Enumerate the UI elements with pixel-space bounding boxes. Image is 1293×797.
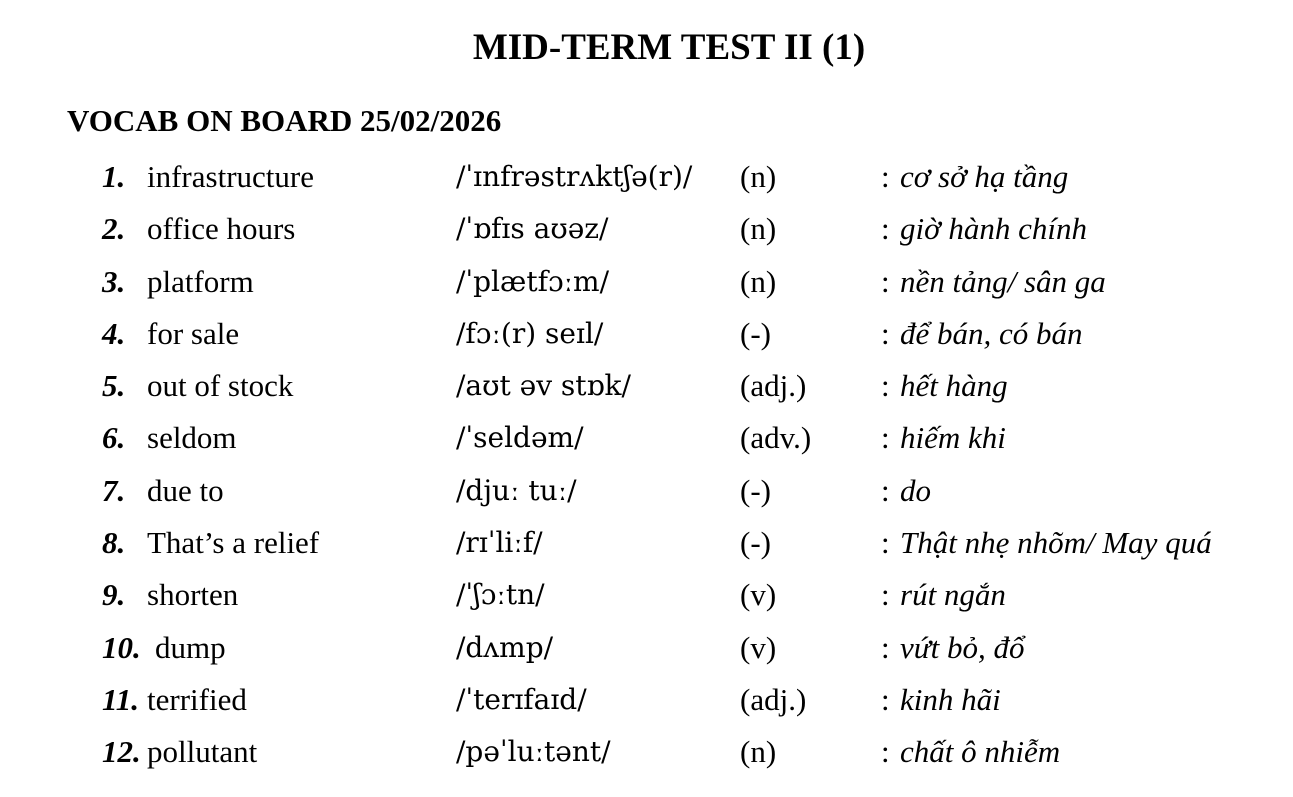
item-separator: : [881,525,890,561]
item-number: 3. [102,263,126,299]
vocab-item [0,730,1293,782]
item-meaning: cơ sở hạ tầng [900,159,1069,194]
item-meaning: giờ hành chính [900,211,1088,247]
vocab-item [0,364,1293,416]
vocab-item [0,678,1293,730]
item-meaning: kinh hãi [900,681,1001,717]
item-word: That’s a relief [147,525,320,561]
item-part-of-speech: (v) [740,629,777,665]
vocab-item [0,626,1293,678]
item-part-of-speech: (n) [740,159,777,194]
item-part-of-speech: (-) [740,525,771,561]
vocab-item [0,312,1293,364]
item-pronunciation: /djuː tuː/ [456,473,577,507]
vocab-item [0,573,1293,625]
item-meaning: chất ô nhiễm [900,734,1061,770]
item-separator: : [881,263,890,299]
item-pronunciation: /aʊt əv stɒk/ [456,369,631,403]
item-word: for sale [147,315,240,351]
item-separator: : [881,159,890,194]
item-separator: : [881,368,890,404]
item-part-of-speech: (n) [740,734,777,770]
item-part-of-speech: (-) [740,315,771,351]
item-meaning: rút ngắn [900,577,1006,613]
item-separator: : [881,472,890,508]
item-part-of-speech: (adj.) [740,368,807,404]
item-word: due to [147,472,224,508]
item-pronunciation: /ˈʃɔːtn/ [456,578,545,612]
item-meaning: nền tảng/ sân ga [900,263,1106,299]
item-number: 11. [102,681,140,717]
vocab-item [0,260,1293,312]
item-number: 4. [102,315,126,351]
item-separator: : [881,211,890,247]
vocab-item [0,416,1293,468]
item-meaning: do [900,472,931,508]
item-separator: : [881,420,890,456]
item-word: office hours [147,211,296,247]
item-pronunciation: /ˈseldəm/ [456,421,584,455]
item-pronunciation: /ˈterɪfaɪd/ [456,682,587,716]
item-separator: : [881,734,890,770]
item-pronunciation: /pəˈluːtənt/ [456,735,611,769]
item-separator: : [881,315,890,351]
item-pronunciation: /dʌmp/ [456,630,554,664]
item-word: platform [147,263,254,299]
item-number: 9. [102,577,126,613]
item-word: out of stock [147,368,294,404]
item-word: shorten [147,577,239,613]
item-part-of-speech: (-) [740,472,771,508]
item-meaning: vứt bỏ, đổ [900,629,1025,665]
document-title: MID-TERM TEST II (1) [472,27,866,68]
item-separator: : [881,629,890,665]
item-pronunciation: /ˈplætfɔːm/ [456,264,610,298]
item-part-of-speech: (n) [740,211,777,247]
item-word: seldom [147,420,237,456]
section-heading: VOCAB ON BOARD 25/02/2026 [67,103,502,138]
item-number: 7. [102,472,126,508]
item-meaning: để bán, có bán [900,315,1083,351]
item-separator: : [881,577,890,613]
vocab-item [0,521,1293,573]
item-word: infrastructure [147,159,314,194]
item-part-of-speech: (adj.) [740,681,807,717]
item-part-of-speech: (v) [740,577,777,613]
item-meaning: Thật nhẹ nhõm/ May quá [900,525,1212,561]
item-number: 2. [102,211,126,247]
item-number: 1. [102,159,126,194]
item-number: 12. [102,734,141,770]
item-pronunciation: /ˈɪnfrəstrʌktʃə(r)/ [456,160,693,193]
vocab-list [0,155,1293,783]
item-part-of-speech: (adv.) [740,420,812,456]
item-number: 8. [102,525,126,561]
vocab-item [0,469,1293,521]
item-pronunciation: /rɪˈliːf/ [456,526,543,560]
item-meaning: hết hàng [900,368,1008,404]
item-pronunciation: /fɔː(r) seɪl/ [456,316,604,350]
item-number: 5. [102,368,126,404]
item-pronunciation: /ˈɒfɪs aʊəz/ [456,212,609,246]
item-number: 10. [102,629,141,665]
vocab-item [0,207,1293,259]
item-separator: : [881,681,890,717]
item-number: 6. [102,420,126,456]
vocab-item [0,155,1293,207]
item-meaning: hiếm khi [900,420,1006,456]
item-word: dump [155,629,226,665]
item-part-of-speech: (n) [740,263,777,299]
item-word: pollutant [147,734,258,770]
item-word: terrified [147,681,247,717]
